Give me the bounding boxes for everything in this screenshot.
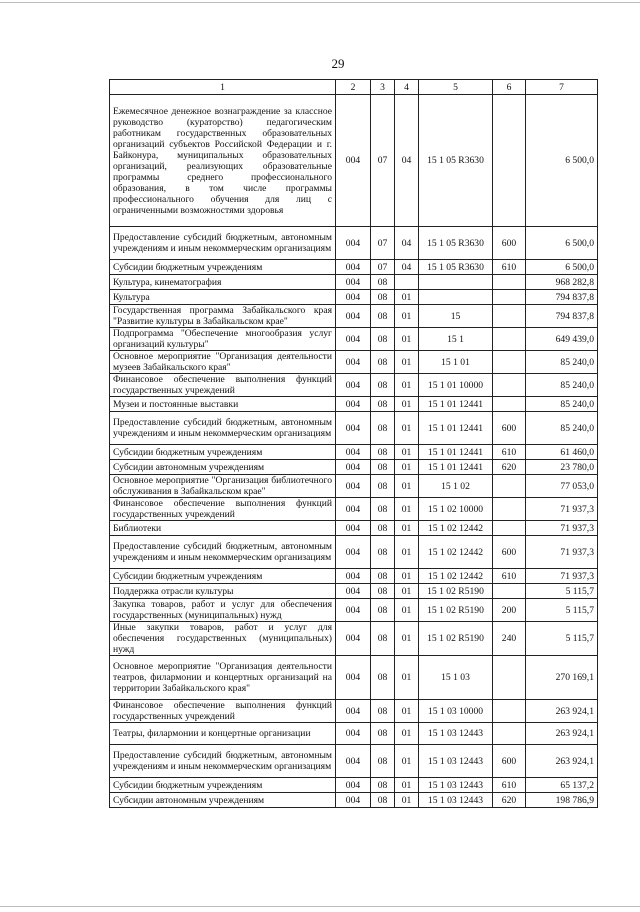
section-code-cell: 08 bbox=[371, 793, 395, 808]
section-code-cell: 08 bbox=[371, 290, 395, 305]
row-name-cell: Подпрограмма "Обеспечение многообразия услуг организаций культуры" bbox=[110, 328, 336, 351]
row-name-cell: Субсидии бюджетным учреждениям bbox=[110, 260, 336, 275]
row-name-cell: Финансовое обеспечение выполнения функций государственных учреждений bbox=[110, 498, 336, 521]
subsection-code-cell: 01 bbox=[395, 521, 419, 536]
section-code-cell: 08 bbox=[371, 275, 395, 290]
table-row bbox=[110, 622, 598, 656]
section-code-cell: 08 bbox=[371, 328, 395, 351]
row-name-cell: Основное мероприятие "Организация деятельности музеев Забайкальского края" bbox=[110, 351, 336, 374]
subsection-code-cell: 01 bbox=[395, 374, 419, 397]
admin-code-cell: 004 bbox=[336, 498, 371, 521]
expense-type-cell: 600 bbox=[493, 412, 526, 445]
expense-type-cell bbox=[493, 584, 526, 599]
expense-type-cell bbox=[493, 275, 526, 290]
target-item-cell: 15 1 03 12443 bbox=[419, 745, 493, 778]
subsection-code-cell: 01 bbox=[395, 793, 419, 808]
table-row bbox=[110, 227, 598, 260]
subsection-code-cell: 01 bbox=[395, 397, 419, 412]
expense-type-cell: 610 bbox=[493, 569, 526, 584]
admin-code-cell: 004 bbox=[336, 536, 371, 569]
expense-type-cell: 610 bbox=[493, 778, 526, 793]
row-name-cell: Культура bbox=[110, 290, 336, 305]
target-item-cell: 15 1 01 10000 bbox=[419, 374, 493, 397]
target-item-cell: 15 1 03 10000 bbox=[419, 700, 493, 723]
target-item-cell: 15 1 02 R5190 bbox=[419, 622, 493, 656]
expense-type-cell bbox=[493, 95, 526, 227]
subsection-code-cell: 01 bbox=[395, 445, 419, 460]
admin-code-cell: 004 bbox=[336, 475, 371, 498]
section-code-cell: 08 bbox=[371, 622, 395, 656]
target-item-cell: 15 1 03 12443 bbox=[419, 793, 493, 808]
target-item-cell: 15 1 02 bbox=[419, 475, 493, 498]
amount-cell: 6 500,0 bbox=[526, 95, 598, 227]
table-row bbox=[110, 412, 598, 445]
amount-cell: 71 937,3 bbox=[526, 521, 598, 536]
target-item-cell: 15 1 02 12442 bbox=[419, 521, 493, 536]
expense-type-cell bbox=[493, 700, 526, 723]
table-row bbox=[110, 95, 598, 227]
amount-cell: 794 837,8 bbox=[526, 305, 598, 328]
subsection-code-cell: 01 bbox=[395, 745, 419, 778]
target-item-cell bbox=[419, 275, 493, 290]
table-row bbox=[110, 498, 598, 521]
admin-code-cell: 004 bbox=[336, 569, 371, 584]
table-row bbox=[110, 793, 598, 808]
table-row bbox=[110, 397, 598, 412]
row-name-cell: Субсидии бюджетным учреждениям bbox=[110, 445, 336, 460]
section-code-cell: 08 bbox=[371, 397, 395, 412]
row-name-cell: Основное мероприятие "Организация деятельности театров, филармонии и концертных организаций на территории Забайкальского края" bbox=[110, 656, 336, 700]
table-row bbox=[110, 656, 598, 700]
section-code-cell: 07 bbox=[371, 95, 395, 227]
expense-type-cell bbox=[493, 374, 526, 397]
amount-cell: 263 924,1 bbox=[526, 745, 598, 778]
target-item-cell: 15 1 05 R3630 bbox=[419, 95, 493, 227]
subsection-code-cell: 01 bbox=[395, 475, 419, 498]
table-row bbox=[110, 374, 598, 397]
row-name-cell: Музеи и постоянные выставки bbox=[110, 397, 336, 412]
subsection-code-cell: 01 bbox=[395, 599, 419, 622]
row-name-cell: Театры, филармонии и концертные организации bbox=[110, 723, 336, 745]
amount-cell: 77 053,0 bbox=[526, 475, 598, 498]
target-item-cell: 15 1 05 R3630 bbox=[419, 260, 493, 275]
expense-type-cell bbox=[493, 475, 526, 498]
subsection-code-cell: 04 bbox=[395, 227, 419, 260]
admin-code-cell: 004 bbox=[336, 260, 371, 275]
row-name-cell: Иные закупки товаров, работ и услуг для обеспечения государственных (муниципальных) нужд bbox=[110, 622, 336, 656]
target-item-cell: 15 1 05 R3630 bbox=[419, 227, 493, 260]
row-name-cell: Финансовое обеспечение выполнения функций государственных учреждений bbox=[110, 700, 336, 723]
admin-code-cell: 004 bbox=[336, 656, 371, 700]
expense-type-cell bbox=[493, 521, 526, 536]
page-number: 29 bbox=[331, 56, 345, 71]
expense-type-cell: 600 bbox=[493, 745, 526, 778]
expense-type-cell: 610 bbox=[493, 260, 526, 275]
admin-code-cell: 004 bbox=[336, 599, 371, 622]
amount-cell: 968 282,8 bbox=[526, 275, 598, 290]
target-item-cell: 15 1 02 R5190 bbox=[419, 599, 493, 622]
expense-type-cell bbox=[493, 498, 526, 521]
subsection-code-cell: 01 bbox=[395, 290, 419, 305]
subsection-code-cell: 01 bbox=[395, 412, 419, 445]
row-name-cell: Предоставление субсидий бюджетным, автономным учреждениям и иным некоммерческим организациям bbox=[110, 227, 336, 260]
amount-cell: 85 240,0 bbox=[526, 397, 598, 412]
expense-type-cell bbox=[493, 656, 526, 700]
row-name-cell: Ежемесячное денежное вознаграждение за классное руководство (кураторство) педагогическим работникам государственных образовательных организаций субъектов Российской Федерации и г. Байконура, муниципальных образовательных организаций, реализующих образовательные программы среднего профессионального образования, в том числе программы профессионального обучения для лиц с ограниченными возможностями здоровья bbox=[110, 95, 336, 227]
expense-type-cell bbox=[493, 397, 526, 412]
section-code-cell: 08 bbox=[371, 599, 395, 622]
amount-cell: 61 460,0 bbox=[526, 445, 598, 460]
col-header-3: 3 bbox=[371, 80, 395, 95]
amount-cell: 85 240,0 bbox=[526, 412, 598, 445]
row-name-cell: Финансовое обеспечение выполнения функций государственных учреждений bbox=[110, 374, 336, 397]
target-item-cell: 15 1 01 12441 bbox=[419, 445, 493, 460]
admin-code-cell: 004 bbox=[336, 374, 371, 397]
subsection-code-cell: 01 bbox=[395, 328, 419, 351]
section-code-cell: 08 bbox=[371, 569, 395, 584]
header-row bbox=[110, 80, 598, 95]
section-code-cell: 08 bbox=[371, 445, 395, 460]
admin-code-cell: 004 bbox=[336, 745, 371, 778]
row-name-cell: Предоставление субсидий бюджетным, автономным учреждениям и иным некоммерческим организациям bbox=[110, 745, 336, 778]
section-code-cell: 08 bbox=[371, 536, 395, 569]
table-row bbox=[110, 351, 598, 374]
section-code-cell: 07 bbox=[371, 227, 395, 260]
subsection-code-cell: 01 bbox=[395, 700, 419, 723]
admin-code-cell: 004 bbox=[336, 328, 371, 351]
table-row bbox=[110, 475, 598, 498]
subsection-code-cell: 01 bbox=[395, 656, 419, 700]
admin-code-cell: 004 bbox=[336, 793, 371, 808]
row-name-cell: Основное мероприятие "Организация библиотечного обслуживания в Забайкальском крае" bbox=[110, 475, 336, 498]
subsection-code-cell: 01 bbox=[395, 498, 419, 521]
table-row bbox=[110, 260, 598, 275]
budget-table bbox=[109, 79, 598, 808]
section-code-cell: 08 bbox=[371, 412, 395, 445]
amount-cell: 65 137,2 bbox=[526, 778, 598, 793]
section-code-cell: 08 bbox=[371, 521, 395, 536]
expense-type-cell bbox=[493, 290, 526, 305]
row-name-cell: Культура, кинематография bbox=[110, 275, 336, 290]
col-header-2: 2 bbox=[336, 80, 371, 95]
amount-cell: 198 786,9 bbox=[526, 793, 598, 808]
admin-code-cell: 004 bbox=[336, 622, 371, 656]
amount-cell: 5 115,7 bbox=[526, 584, 598, 599]
amount-cell: 23 780,0 bbox=[526, 460, 598, 475]
target-item-cell: 15 1 01 12441 bbox=[419, 460, 493, 475]
scan-edge-bottom bbox=[0, 906, 640, 907]
subsection-code-cell: 01 bbox=[395, 569, 419, 584]
admin-code-cell: 004 bbox=[336, 305, 371, 328]
target-item-cell: 15 1 03 12443 bbox=[419, 778, 493, 793]
target-item-cell: 15 1 03 bbox=[419, 656, 493, 700]
table-row bbox=[110, 778, 598, 793]
target-item-cell: 15 1 bbox=[419, 328, 493, 351]
target-item-cell: 15 1 01 bbox=[419, 351, 493, 374]
section-code-cell: 08 bbox=[371, 374, 395, 397]
subsection-code-cell: 01 bbox=[395, 778, 419, 793]
table-row bbox=[110, 745, 598, 778]
col-header-7: 7 bbox=[526, 80, 598, 95]
section-code-cell: 08 bbox=[371, 475, 395, 498]
subsection-code-cell: 01 bbox=[395, 622, 419, 656]
amount-cell: 649 439,0 bbox=[526, 328, 598, 351]
table-row bbox=[110, 599, 598, 622]
expense-type-cell bbox=[493, 305, 526, 328]
admin-code-cell: 004 bbox=[336, 397, 371, 412]
amount-cell: 71 937,3 bbox=[526, 498, 598, 521]
subsection-code-cell: 04 bbox=[395, 260, 419, 275]
amount-cell: 71 937,3 bbox=[526, 536, 598, 569]
expense-type-cell bbox=[493, 328, 526, 351]
admin-code-cell: 004 bbox=[336, 584, 371, 599]
row-name-cell: Субсидии автономным учреждениям bbox=[110, 460, 336, 475]
target-item-cell bbox=[419, 290, 493, 305]
expense-type-cell bbox=[493, 723, 526, 745]
admin-code-cell: 004 bbox=[336, 290, 371, 305]
section-code-cell: 08 bbox=[371, 460, 395, 475]
col-header-5: 5 bbox=[419, 80, 493, 95]
admin-code-cell: 004 bbox=[336, 275, 371, 290]
section-code-cell: 08 bbox=[371, 700, 395, 723]
expense-type-cell: 240 bbox=[493, 622, 526, 656]
subsection-code-cell bbox=[395, 275, 419, 290]
table-row bbox=[110, 584, 598, 599]
admin-code-cell: 004 bbox=[336, 412, 371, 445]
admin-code-cell: 004 bbox=[336, 445, 371, 460]
section-code-cell: 08 bbox=[371, 745, 395, 778]
section-code-cell: 08 bbox=[371, 305, 395, 328]
admin-code-cell: 004 bbox=[336, 351, 371, 374]
amount-cell: 794 837,8 bbox=[526, 290, 598, 305]
amount-cell: 71 937,3 bbox=[526, 569, 598, 584]
admin-code-cell: 004 bbox=[336, 521, 371, 536]
expense-type-cell: 200 bbox=[493, 599, 526, 622]
table-row bbox=[110, 536, 598, 569]
expense-type-cell: 620 bbox=[493, 460, 526, 475]
admin-code-cell: 004 bbox=[336, 95, 371, 227]
amount-cell: 85 240,0 bbox=[526, 374, 598, 397]
target-item-cell: 15 1 03 12443 bbox=[419, 723, 493, 745]
admin-code-cell: 004 bbox=[336, 778, 371, 793]
admin-code-cell: 004 bbox=[336, 460, 371, 475]
admin-code-cell: 004 bbox=[336, 700, 371, 723]
col-header-4: 4 bbox=[395, 80, 419, 95]
section-code-cell: 08 bbox=[371, 723, 395, 745]
subsection-code-cell: 01 bbox=[395, 460, 419, 475]
amount-cell: 5 115,7 bbox=[526, 599, 598, 622]
section-code-cell: 08 bbox=[371, 351, 395, 374]
admin-code-cell: 004 bbox=[336, 723, 371, 745]
target-item-cell: 15 1 01 12441 bbox=[419, 412, 493, 445]
expense-type-cell bbox=[493, 351, 526, 374]
target-item-cell: 15 1 02 12442 bbox=[419, 569, 493, 584]
target-item-cell: 15 1 02 12442 bbox=[419, 536, 493, 569]
expense-type-cell: 610 bbox=[493, 445, 526, 460]
row-name-cell: Государственная программа Забайкальского края "Развитие культуры в Забайкальском крае" bbox=[110, 305, 336, 328]
amount-cell: 85 240,0 bbox=[526, 351, 598, 374]
subsection-code-cell: 01 bbox=[395, 723, 419, 745]
expense-type-cell: 600 bbox=[493, 536, 526, 569]
table-row bbox=[110, 700, 598, 723]
scan-edge-top bbox=[0, 2, 640, 3]
row-name-cell: Субсидии автономным учреждениям bbox=[110, 793, 336, 808]
subsection-code-cell: 01 bbox=[395, 305, 419, 328]
target-item-cell: 15 1 02 10000 bbox=[419, 498, 493, 521]
table-row bbox=[110, 275, 598, 290]
row-name-cell: Предоставление субсидий бюджетным, автономным учреждениям и иным некоммерческим организациям bbox=[110, 536, 336, 569]
section-code-cell: 08 bbox=[371, 584, 395, 599]
row-name-cell: Библиотеки bbox=[110, 521, 336, 536]
target-item-cell: 15 bbox=[419, 305, 493, 328]
section-code-cell: 08 bbox=[371, 498, 395, 521]
col-header-6: 6 bbox=[493, 80, 526, 95]
target-item-cell: 15 1 02 R5190 bbox=[419, 584, 493, 599]
amount-cell: 6 500,0 bbox=[526, 260, 598, 275]
table-row bbox=[110, 328, 598, 351]
table-row bbox=[110, 521, 598, 536]
table-row bbox=[110, 460, 598, 475]
subsection-code-cell: 01 bbox=[395, 351, 419, 374]
section-code-cell: 08 bbox=[371, 656, 395, 700]
subsection-code-cell: 01 bbox=[395, 536, 419, 569]
row-name-cell: Субсидии бюджетным учреждениям bbox=[110, 778, 336, 793]
subsection-code-cell: 04 bbox=[395, 95, 419, 227]
admin-code-cell: 004 bbox=[336, 227, 371, 260]
table-row bbox=[110, 290, 598, 305]
row-name-cell: Субсидии бюджетным учреждениям bbox=[110, 569, 336, 584]
amount-cell: 270 169,1 bbox=[526, 656, 598, 700]
expense-type-cell: 620 bbox=[493, 793, 526, 808]
table-row bbox=[110, 569, 598, 584]
target-item-cell: 15 1 01 12441 bbox=[419, 397, 493, 412]
col-header-1: 1 bbox=[110, 80, 336, 95]
section-code-cell: 08 bbox=[371, 778, 395, 793]
section-code-cell: 07 bbox=[371, 260, 395, 275]
row-name-cell: Закупка товаров, работ и услуг для обеспечения государственных (муниципальных) нужд bbox=[110, 599, 336, 622]
amount-cell: 263 924,1 bbox=[526, 700, 598, 723]
expense-type-cell: 600 bbox=[493, 227, 526, 260]
amount-cell: 263 924,1 bbox=[526, 723, 598, 745]
table-row bbox=[110, 723, 598, 745]
table-row bbox=[110, 305, 598, 328]
amount-cell: 6 500,0 bbox=[526, 227, 598, 260]
row-name-cell: Поддержка отрасли культуры bbox=[110, 584, 336, 599]
table-row bbox=[110, 445, 598, 460]
subsection-code-cell: 01 bbox=[395, 584, 419, 599]
row-name-cell: Предоставление субсидий бюджетным, автономным учреждениям и иным некоммерческим организациям bbox=[110, 412, 336, 445]
amount-cell: 5 115,7 bbox=[526, 622, 598, 656]
